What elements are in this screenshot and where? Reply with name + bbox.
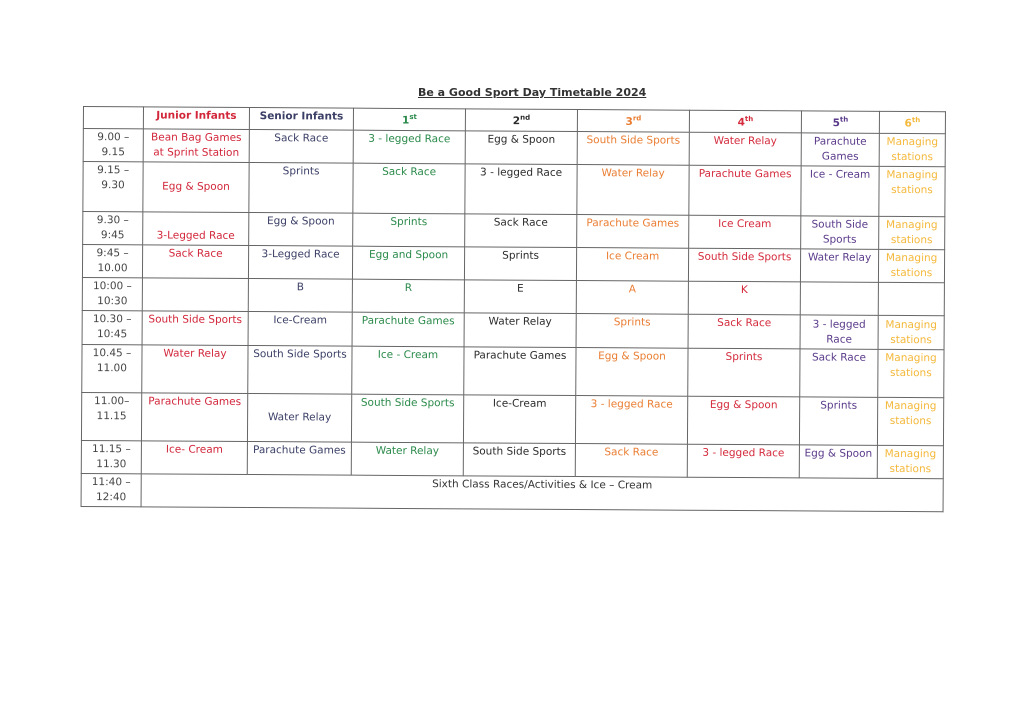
activity-cell: Managing stations <box>879 166 945 216</box>
activity-cell: South Side Sports <box>577 131 689 165</box>
activity-cell: Managing stations <box>879 133 945 166</box>
activity-cell: 3 - legged Race <box>465 163 577 214</box>
activity-cell: Managing stations <box>879 216 945 249</box>
time-cell: 9.30 – 9:45 <box>83 211 143 244</box>
time-cell: 10:00 – 10:30 <box>82 277 142 310</box>
table-row <box>83 161 945 216</box>
activity-cell: Ice Cream <box>576 247 688 281</box>
table-row <box>82 277 944 315</box>
activity-cell: Water Relay <box>689 132 801 166</box>
table-row <box>82 310 944 349</box>
activity-cell: Parachute Games <box>464 346 576 395</box>
activity-cell: Sack Race <box>575 443 687 477</box>
activity-cell: 3 - legged Race <box>800 314 878 348</box>
activity-cell: Managing stations <box>878 315 944 349</box>
activity-cell: Sprints <box>353 213 465 247</box>
activity-cell: Sack Race <box>688 314 800 349</box>
activity-cell: Sprints <box>464 246 576 280</box>
time-cell: 9:45 – 10.00 <box>82 244 142 277</box>
time-cell: 11:40 – 12:40 <box>81 473 141 506</box>
activity-cell: Parachute Games <box>247 441 351 475</box>
activity-cell: Egg and Spoon <box>352 246 464 280</box>
time-cell: 9.00 – 9.15 <box>83 128 143 161</box>
activity-cell: 3 - legged Race <box>575 395 687 444</box>
activity-cell <box>142 277 248 311</box>
activity-cell: Ice-Cream <box>248 311 352 346</box>
header-2nd: 2nd <box>465 109 577 131</box>
break-letter: B <box>248 278 352 312</box>
header-1st: 1st <box>353 108 465 130</box>
activity-cell: South Side Sports <box>248 345 352 394</box>
activity-cell: South Side Sports <box>351 394 463 443</box>
activity-cell: 3 - legged Race <box>687 444 799 478</box>
final-row <box>81 473 943 511</box>
header-5th: 5th <box>801 111 879 133</box>
activity-cell: South Side Sports <box>142 310 248 345</box>
activity-cell: Sack Race <box>465 213 577 247</box>
activity-cell: Ice- Cream <box>141 440 247 474</box>
time-cell: 11.00– 11.15 <box>81 392 141 440</box>
table-row <box>82 244 944 282</box>
activity-cell: Sprints <box>688 348 800 397</box>
activity-cell: 3-Legged Race <box>248 245 352 279</box>
break-letter: A <box>576 280 688 314</box>
activity-cell: Ice - Cream <box>801 165 879 215</box>
timetable <box>81 106 946 512</box>
break-letter: E <box>464 279 576 313</box>
activity-cell: Bean Bag Games at Sprint Station <box>143 128 249 162</box>
break-letter: R <box>352 279 464 313</box>
activity-cell: Sack Race <box>353 163 465 214</box>
activity-cell: Sprints <box>799 396 877 444</box>
time-cell: 10.45 – 11.00 <box>82 344 142 392</box>
activity-cell: Water Relay <box>351 442 463 476</box>
activity-cell: Sack Race <box>800 348 878 396</box>
activity-cell: 3-Legged Race <box>143 211 249 245</box>
header-junior-infants: Junior Infants <box>143 107 249 129</box>
table-row <box>82 344 944 397</box>
table-row <box>81 440 943 478</box>
activity-cell: Water Relay <box>577 164 689 215</box>
page-title: Be a Good Sport Day Timetable 2024 <box>418 86 647 99</box>
break-letter: K <box>688 281 800 315</box>
activity-cell: Egg & Spoon <box>143 161 249 212</box>
header-4th: 4th <box>689 110 801 132</box>
activity-cell: Managing stations <box>878 249 944 282</box>
time-header <box>83 107 143 129</box>
activity-cell: Sprints <box>249 162 353 213</box>
activity-cell: Parachute Games <box>801 132 879 165</box>
activity-cell: Ice - Cream <box>352 346 464 395</box>
activity-cell: Ice Cream <box>689 215 801 249</box>
activity-cell: Egg & Spoon <box>249 212 353 246</box>
table-row <box>83 211 945 249</box>
header-3rd: 3rd <box>577 110 689 132</box>
table-row <box>81 392 943 445</box>
activity-cell: Ice-Cream <box>463 394 575 443</box>
activity-cell: Managing stations <box>877 445 943 478</box>
activity-cell: Parachute Games <box>577 214 689 248</box>
activity-cell: Water Relay <box>142 344 248 393</box>
activity-cell: Managing stations <box>878 349 944 397</box>
activity-cell: Water Relay <box>247 393 351 442</box>
activity-cell: South Side Sports <box>801 215 879 248</box>
activity-cell: Parachute Games <box>141 392 247 441</box>
activity-cell <box>878 282 944 315</box>
activity-cell: Egg & Spoon <box>799 444 877 477</box>
activity-cell: Water Relay <box>464 312 576 347</box>
table-row <box>83 128 945 166</box>
activity-cell: Egg & Spoon <box>576 347 688 396</box>
time-cell: 9.15 – 9.30 <box>83 161 143 211</box>
activity-cell: South Side Sports <box>463 442 575 476</box>
activity-cell: Egg & Spoon <box>465 130 577 164</box>
activity-cell: Sprints <box>576 313 688 348</box>
activity-cell: Managing stations <box>877 397 943 445</box>
activity-cell: Sack Race <box>142 244 248 278</box>
activity-cell: Water Relay <box>800 248 878 281</box>
time-cell: 10.30 – 10:45 <box>82 310 142 344</box>
header-senior-infants: Senior Infants <box>249 108 353 130</box>
activity-cell: Parachute Games <box>352 312 464 347</box>
header-6th: 6th <box>879 111 945 133</box>
final-row-text: Sixth Class Races/Activities & Ice – Cream <box>141 473 943 511</box>
activity-cell: Sack Race <box>249 129 353 163</box>
activity-cell: 3 - legged Race <box>353 130 465 164</box>
activity-cell: South Side Sports <box>688 248 800 282</box>
activity-cell: Egg & Spoon <box>687 396 799 445</box>
activity-cell: Parachute Games <box>689 165 801 216</box>
activity-cell <box>800 281 878 314</box>
time-cell: 11.15 – 11.30 <box>81 440 141 473</box>
